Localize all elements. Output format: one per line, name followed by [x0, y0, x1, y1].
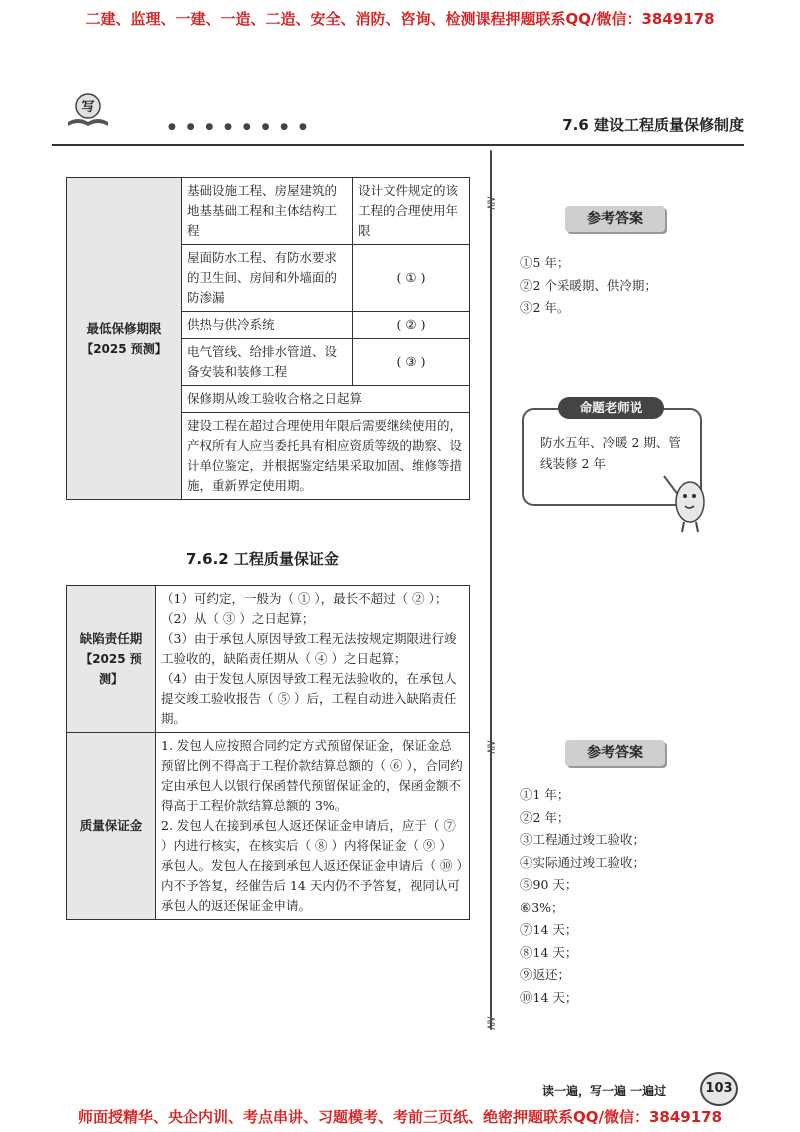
period-cell: 设计文件规定的该工程的合理使用年限: [353, 178, 470, 245]
answers-list: [520, 784, 645, 1009]
defect-content-cell: [156, 586, 470, 733]
mascot-icon: [656, 466, 716, 536]
answer-item: ③工程通过竣工验收；: [520, 832, 646, 847]
answer-item: ⑨返还；: [520, 967, 571, 982]
item-cell: 基础设施工程、房屋建筑的地基基础工程和主体结构工程: [182, 178, 353, 245]
period-cell: ( ② ): [353, 312, 470, 339]
column-divider: [490, 150, 492, 1030]
divider-tick: ⋛: [485, 196, 497, 210]
deposit-line: 2. 发包人在接到承包人返还保证金申请后，应于（ ⑦ ）内进行核实，在核实后（ ⑧ ）内将保证金（ ⑨ ）承包人。发包人在接到承包人返还保证金申请后（ ⑩ ）内不予答复，经催告后 14 天内仍不予答复，视同认可承包人的返还保证金申请。: [161, 818, 463, 913]
answer-item: ①1 年；: [520, 787, 570, 802]
prediction-tag: 【2025 预测】: [81, 341, 167, 356]
page-number: 103: [700, 1072, 738, 1106]
divider-tick: ⋛: [485, 1016, 497, 1030]
top-banner: 二建、监理、一建、一造、二造、安全、消防、咨询、检测课程押题联系QQ/微信：3849178: [85, 10, 715, 28]
period-cell: ( ① ): [353, 245, 470, 312]
answer-item: ①5 年；: [520, 255, 570, 270]
deposit-line: 1. 发包人应按照合同约定方式预留保证金，保证金总预留比例不得高于工程价款结算总额的（ ⑥ ），合同约定由承包人以银行保函替代预留保证金的，保函金额不得高于工程价款结算总额的 3%。: [161, 738, 463, 813]
answer-item: ⑩14 天；: [520, 989, 578, 1005]
answers-title: 参考答案: [565, 206, 665, 232]
note-cell: 建设工程在超过合理使用年限后需要继续使用的，产权所有人应当委托具有相应资质等级的勘察、设计单位鉴定，并根据鉴定结果采取加固、维修等措施，重新界定使用期。: [182, 413, 470, 500]
divider-tick: ⋛: [485, 740, 497, 754]
item-cell: 屋面防水工程、有防水要求的卫生间、房间和外墙面的防渗漏: [182, 245, 353, 312]
row-header-cell: [67, 586, 156, 733]
quality-deposit-table: [66, 585, 470, 920]
answer-item: ④实际通过竣工验收；: [520, 854, 646, 870]
defect-line: （1）可约定，一般为（ ① ），最长不超过（ ② ）；: [161, 591, 448, 606]
bottom-banner: 师面授精华、央企内训、考点串讲、习题模考、考前三页纸、绝密押题联系QQ/微信：3849178: [77, 1108, 723, 1126]
prediction-tag: 【2025 预测】: [80, 652, 142, 686]
period-cell: ( ③ ): [353, 339, 470, 386]
table-row: [67, 586, 470, 733]
subsection-title: 7.6.2 工程质量保证金: [186, 550, 339, 568]
logo-char: 写: [81, 100, 95, 115]
answer-item: ②2 年；: [520, 809, 570, 825]
page-header: [52, 92, 744, 144]
teacher-note-text: 防水五年、冷暖 2 期、管线装修 2 年: [540, 435, 681, 471]
warranty-period-table: [66, 177, 470, 500]
answer-item: ⑥3%；: [520, 899, 564, 915]
section-title: 7.6 建设工程质量保修制度: [562, 116, 744, 134]
deposit-content-cell: [156, 733, 470, 920]
header-dots: ● ● ● ● ● ● ● ●: [168, 122, 311, 132]
answer-item: ②2 个采暖期、供冷期；: [520, 277, 657, 293]
table-row: [67, 178, 470, 245]
row-header: 缺陷责任期: [79, 631, 143, 646]
answer-item: ③2 年。: [520, 300, 570, 315]
item-cell: 电气管线、给排水管道、设备安装和装修工程: [182, 339, 353, 386]
row-header: 质量保证金: [79, 818, 143, 833]
defect-line: （4）由于发包人原因导致工程无法验收的，在承包人提交竣工验收报告（ ⑤ ）后，工程自动进入缺陷责任期。: [161, 671, 457, 726]
defect-line: （3）由于承包人原因导致工程无法按规定期限进行竣工验收的，缺陷责任期从（ ④ ）之日起算；: [161, 631, 457, 666]
item-cell: 供热与供冷系统: [182, 312, 353, 339]
note-cell: 保修期从竣工验收合格之日起算: [182, 386, 470, 413]
answer-item: ⑤90 天；: [520, 877, 578, 892]
table-row: [67, 733, 470, 920]
row-header-cell: [67, 178, 182, 500]
defect-line: （2）从（ ③ ）之日起算；: [161, 611, 315, 626]
teacher-note-title: 命题老师说: [558, 397, 664, 419]
answer-item: ⑦14 天；: [520, 922, 578, 937]
answers-list: [520, 252, 657, 320]
header-rule: [52, 144, 744, 146]
row-header: 最低保修期限: [86, 320, 162, 336]
row-header-cell: [67, 733, 156, 920]
answer-item: ⑧14 天；: [520, 944, 578, 960]
answers-title: 参考答案: [565, 740, 665, 766]
footer-slogan: 读一遍，写一遍 一遍过: [542, 1084, 667, 1098]
